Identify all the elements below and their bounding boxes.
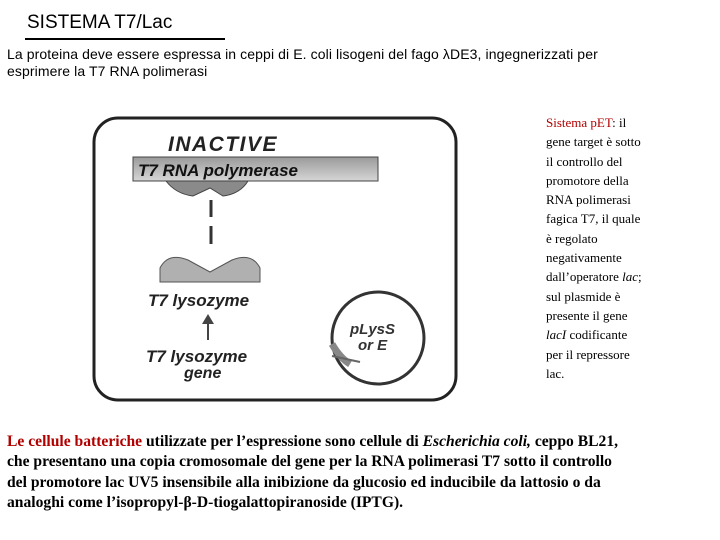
title-underline xyxy=(25,38,225,40)
polymerase-label: T7 RNA polymerase xyxy=(138,161,298,180)
t7-lac-diagram xyxy=(88,112,460,402)
intro-line-2: esprimere la T7 RNA polimerasi xyxy=(7,63,208,79)
bottom-line-4: analoghi come l’isopropyl-β-D-tiogalattopiranoside (IPTG). xyxy=(7,494,404,512)
side-line-13: per il repressore xyxy=(546,346,630,362)
side-line-12: lacI codificante xyxy=(546,327,628,343)
side-line-8: negativamente xyxy=(546,250,622,266)
bottom-line-3: del promotore lac UV5 insensibile alla inibizione da glucosio ed inducibile da lattosio o da xyxy=(7,473,601,491)
side-line-14: lac. xyxy=(546,365,565,381)
page-title: SISTEMA T7/Lac xyxy=(27,12,173,33)
side-line-3: il controllo del xyxy=(546,153,623,169)
plasmid-label-1: pLysS xyxy=(350,321,396,338)
side-line-10: sul plasmide è xyxy=(546,288,621,304)
bottom-line-2: che presentano una copia cromosomale del gene per la RNA polimerasi T7 sotto il controllo xyxy=(7,453,612,471)
expression-arrow-head xyxy=(202,314,214,324)
side-lead: Sistema pET xyxy=(546,115,613,130)
side-line-5: RNA polimerasi xyxy=(546,192,631,208)
polymerase-lobe xyxy=(166,181,248,196)
bottom-line-1: Le cellule batteriche utilizzate per l’espressione sono cellule di Escherichia coli, ceppo BL21, xyxy=(7,433,619,450)
side-line-6: fagica T7, il quale xyxy=(546,211,641,227)
side-line-11: presente il gene xyxy=(546,307,628,323)
intro-paragraph xyxy=(7,46,712,80)
pet-system-description xyxy=(546,113,686,383)
side-line-7: è regolato xyxy=(546,230,598,246)
lysozyme-gene-label-1: T7 lysozyme xyxy=(146,347,248,366)
side-line-9: dall’operatore lac; xyxy=(546,269,642,285)
lysozyme-gene-label-2: gene xyxy=(184,365,222,382)
side-line-2: gene target è sotto xyxy=(546,134,641,150)
lysozyme-label: T7 lysozyme xyxy=(148,291,250,310)
side-line-1: Sistema pET: il xyxy=(546,115,627,130)
inactive-label: INACTIVE xyxy=(168,133,279,156)
intro-line-1: La proteina deve essere espressa in ceppi di E. coli lisogeni del fago λDE3, ingegnerizzati per xyxy=(7,46,598,62)
species-name: Escherichia coli, xyxy=(422,433,531,450)
side-line-4: promotore della xyxy=(546,172,629,188)
bottom-red-lead: Le cellule batteriche xyxy=(7,433,143,450)
plasmid-label-2: or E xyxy=(358,337,388,354)
bacteria-paragraph xyxy=(7,432,717,514)
lysozyme-blob xyxy=(160,257,260,282)
